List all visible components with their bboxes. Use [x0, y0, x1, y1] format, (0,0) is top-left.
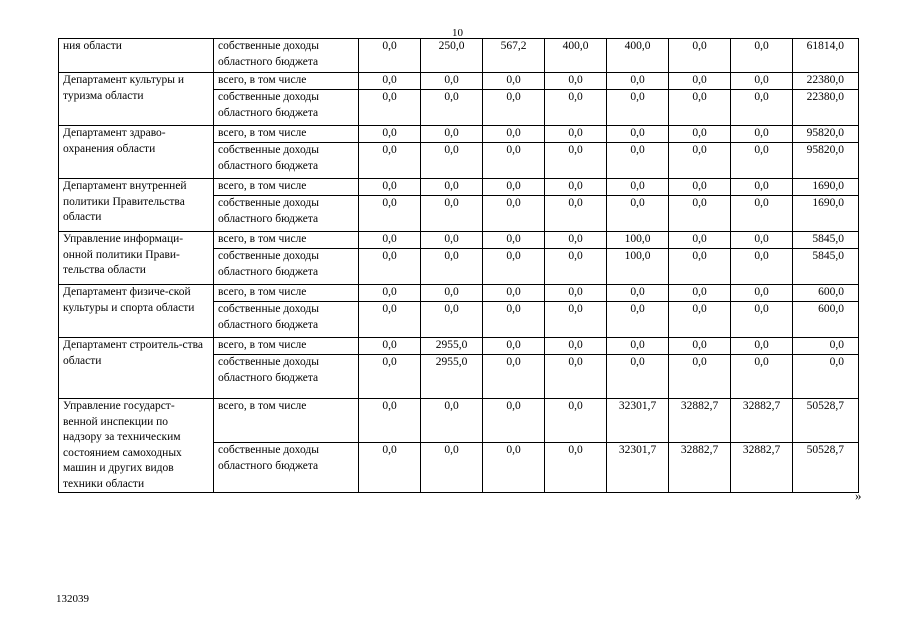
value-cell: 0,0 [483, 355, 545, 399]
table-row [59, 232, 859, 249]
value-cell: 0,0 [483, 285, 545, 302]
value-cell: 0,0 [731, 302, 793, 338]
value-cell: 0,0 [359, 196, 421, 232]
value-cell: 32882,7 [669, 443, 731, 493]
value-cell: 0,0 [545, 285, 607, 302]
value-cell: 400,0 [545, 39, 607, 73]
value-cell: 0,0 [359, 143, 421, 179]
value-cell: 0,0 [421, 249, 483, 285]
value-cell: 0,0 [731, 90, 793, 126]
value-cell: 0,0 [483, 179, 545, 196]
value-cell: 0,0 [483, 73, 545, 90]
value-cell: 0,0 [731, 338, 793, 355]
department-cell: Департамент внутренней политики Правительства области [59, 179, 214, 232]
department-cell: Департамент строитель-ства области [59, 338, 214, 399]
value-cell: 0,0 [359, 399, 421, 443]
value-cell: 0,0 [421, 196, 483, 232]
value-cell: 100,0 [607, 249, 669, 285]
value-cell: 0,0 [731, 196, 793, 232]
page-number: 10 [452, 27, 463, 39]
value-cell: 1690,0 [793, 179, 859, 196]
value-cell: 0,0 [731, 355, 793, 399]
funding-type-cell: собственные доходы областного бюджета [214, 249, 359, 285]
value-cell: 0,0 [545, 196, 607, 232]
value-cell: 61814,0 [793, 39, 859, 73]
funding-type-cell: собственные доходы областного бюджета [214, 302, 359, 338]
budget-table-body [59, 39, 859, 493]
value-cell: 0,0 [607, 90, 669, 126]
department-cell: Департамент культуры и туризма области [59, 73, 214, 126]
value-cell: 50528,7 [793, 443, 859, 493]
value-cell: 22380,0 [793, 90, 859, 126]
value-cell: 0,0 [421, 90, 483, 126]
value-cell: 100,0 [607, 232, 669, 249]
table-row [59, 73, 859, 90]
value-cell: 0,0 [607, 285, 669, 302]
value-cell: 0,0 [669, 196, 731, 232]
value-cell: 0,0 [669, 126, 731, 143]
budget-table [58, 38, 859, 493]
value-cell: 0,0 [483, 143, 545, 179]
value-cell: 0,0 [483, 126, 545, 143]
value-cell: 0,0 [545, 355, 607, 399]
value-cell: 0,0 [359, 179, 421, 196]
value-cell: 0,0 [545, 302, 607, 338]
funding-type-cell: всего, в том числе [214, 126, 359, 143]
department-cell: Управление государст-венной инспекции по надзору за техническим состоянием самоходных машин и других видов техники области [59, 399, 214, 493]
value-cell: 0,0 [421, 443, 483, 493]
funding-type-cell: собственные доходы областного бюджета [214, 39, 359, 73]
table-row [59, 179, 859, 196]
value-cell: 400,0 [607, 39, 669, 73]
value-cell: 0,0 [731, 249, 793, 285]
value-cell: 95820,0 [793, 143, 859, 179]
value-cell: 0,0 [359, 232, 421, 249]
table-row [59, 285, 859, 302]
value-cell: 600,0 [793, 285, 859, 302]
value-cell: 0,0 [731, 126, 793, 143]
value-cell: 22380,0 [793, 73, 859, 90]
value-cell: 0,0 [731, 143, 793, 179]
value-cell: 0,0 [421, 285, 483, 302]
department-cell: ния области [59, 39, 214, 73]
value-cell: 0,0 [669, 302, 731, 338]
value-cell: 0,0 [545, 90, 607, 126]
value-cell: 0,0 [669, 90, 731, 126]
funding-type-cell: всего, в том числе [214, 338, 359, 355]
value-cell: 0,0 [545, 399, 607, 443]
value-cell: 2955,0 [421, 338, 483, 355]
value-cell: 0,0 [545, 232, 607, 249]
funding-type-cell: всего, в том числе [214, 285, 359, 302]
value-cell: 2955,0 [421, 355, 483, 399]
value-cell: 0,0 [607, 196, 669, 232]
value-cell: 5845,0 [793, 232, 859, 249]
value-cell: 32301,7 [607, 443, 669, 493]
value-cell: 95820,0 [793, 126, 859, 143]
value-cell: 0,0 [545, 249, 607, 285]
value-cell: 0,0 [545, 126, 607, 143]
value-cell: 0,0 [669, 179, 731, 196]
value-cell: 5845,0 [793, 249, 859, 285]
value-cell: 0,0 [483, 232, 545, 249]
funding-type-cell: всего, в том числе [214, 179, 359, 196]
value-cell: 567,2 [483, 39, 545, 73]
value-cell: 0,0 [359, 126, 421, 143]
value-cell: 0,0 [607, 126, 669, 143]
value-cell: 0,0 [669, 249, 731, 285]
value-cell: 50528,7 [793, 399, 859, 443]
value-cell: 0,0 [421, 179, 483, 196]
department-cell: Департамент физиче-ской культуры и спорта области [59, 285, 214, 338]
value-cell: 0,0 [793, 338, 859, 355]
department-cell: Департамент здраво-охранения области [59, 126, 214, 179]
value-cell: 0,0 [359, 249, 421, 285]
funding-type-cell: собственные доходы областного бюджета [214, 355, 359, 399]
table-row [59, 126, 859, 143]
value-cell: 32882,7 [669, 399, 731, 443]
value-cell: 0,0 [545, 338, 607, 355]
value-cell: 0,0 [359, 443, 421, 493]
value-cell: 0,0 [421, 302, 483, 338]
value-cell: 250,0 [421, 39, 483, 73]
value-cell: 0,0 [359, 90, 421, 126]
value-cell: 0,0 [607, 179, 669, 196]
value-cell: 0,0 [421, 73, 483, 90]
funding-type-cell: всего, в том числе [214, 232, 359, 249]
value-cell: 0,0 [483, 338, 545, 355]
value-cell: 0,0 [545, 179, 607, 196]
value-cell: 32301,7 [607, 399, 669, 443]
funding-type-cell: всего, в том числе [214, 399, 359, 443]
value-cell: 0,0 [359, 302, 421, 338]
value-cell: 0,0 [669, 39, 731, 73]
value-cell: 0,0 [669, 232, 731, 249]
value-cell: 0,0 [607, 338, 669, 355]
value-cell: 32882,7 [731, 443, 793, 493]
value-cell: 32882,7 [731, 399, 793, 443]
value-cell: 0,0 [731, 232, 793, 249]
value-cell: 0,0 [359, 73, 421, 90]
value-cell: 0,0 [669, 355, 731, 399]
value-cell: 0,0 [731, 39, 793, 73]
value-cell: 0,0 [483, 90, 545, 126]
value-cell: 0,0 [669, 73, 731, 90]
value-cell: 0,0 [359, 285, 421, 302]
value-cell: 600,0 [793, 302, 859, 338]
document-code: 132039 [56, 593, 89, 605]
value-cell: 0,0 [669, 285, 731, 302]
table-row [59, 338, 859, 355]
funding-type-cell: собственные доходы областного бюджета [214, 196, 359, 232]
value-cell: 0,0 [483, 302, 545, 338]
funding-type-cell: собственные доходы областного бюджета [214, 90, 359, 126]
value-cell: 0,0 [607, 302, 669, 338]
value-cell: 0,0 [545, 73, 607, 90]
value-cell: 0,0 [731, 73, 793, 90]
value-cell: 0,0 [421, 143, 483, 179]
value-cell: 0,0 [483, 443, 545, 493]
value-cell: 0,0 [421, 126, 483, 143]
value-cell: 1690,0 [793, 196, 859, 232]
value-cell: 0,0 [607, 355, 669, 399]
department-cell: Управление информаци-онной политики Прави-тельства области [59, 232, 214, 285]
table-row [59, 399, 859, 443]
funding-type-cell: собственные доходы областного бюджета [214, 143, 359, 179]
value-cell: 0,0 [793, 355, 859, 399]
value-cell: 0,0 [669, 143, 731, 179]
value-cell: 0,0 [483, 196, 545, 232]
value-cell: 0,0 [359, 355, 421, 399]
value-cell: 0,0 [731, 179, 793, 196]
value-cell: 0,0 [545, 443, 607, 493]
value-cell: 0,0 [359, 39, 421, 73]
funding-type-cell: всего, в том числе [214, 73, 359, 90]
value-cell: 0,0 [483, 399, 545, 443]
value-cell: 0,0 [731, 285, 793, 302]
table-row [59, 39, 859, 73]
value-cell: 0,0 [421, 232, 483, 249]
value-cell: 0,0 [545, 143, 607, 179]
closing-quote: » [855, 488, 862, 503]
value-cell: 0,0 [359, 338, 421, 355]
value-cell: 0,0 [421, 399, 483, 443]
value-cell: 0,0 [483, 249, 545, 285]
value-cell: 0,0 [607, 73, 669, 90]
value-cell: 0,0 [607, 143, 669, 179]
funding-type-cell: собственные доходы областного бюджета [214, 443, 359, 493]
value-cell: 0,0 [669, 338, 731, 355]
